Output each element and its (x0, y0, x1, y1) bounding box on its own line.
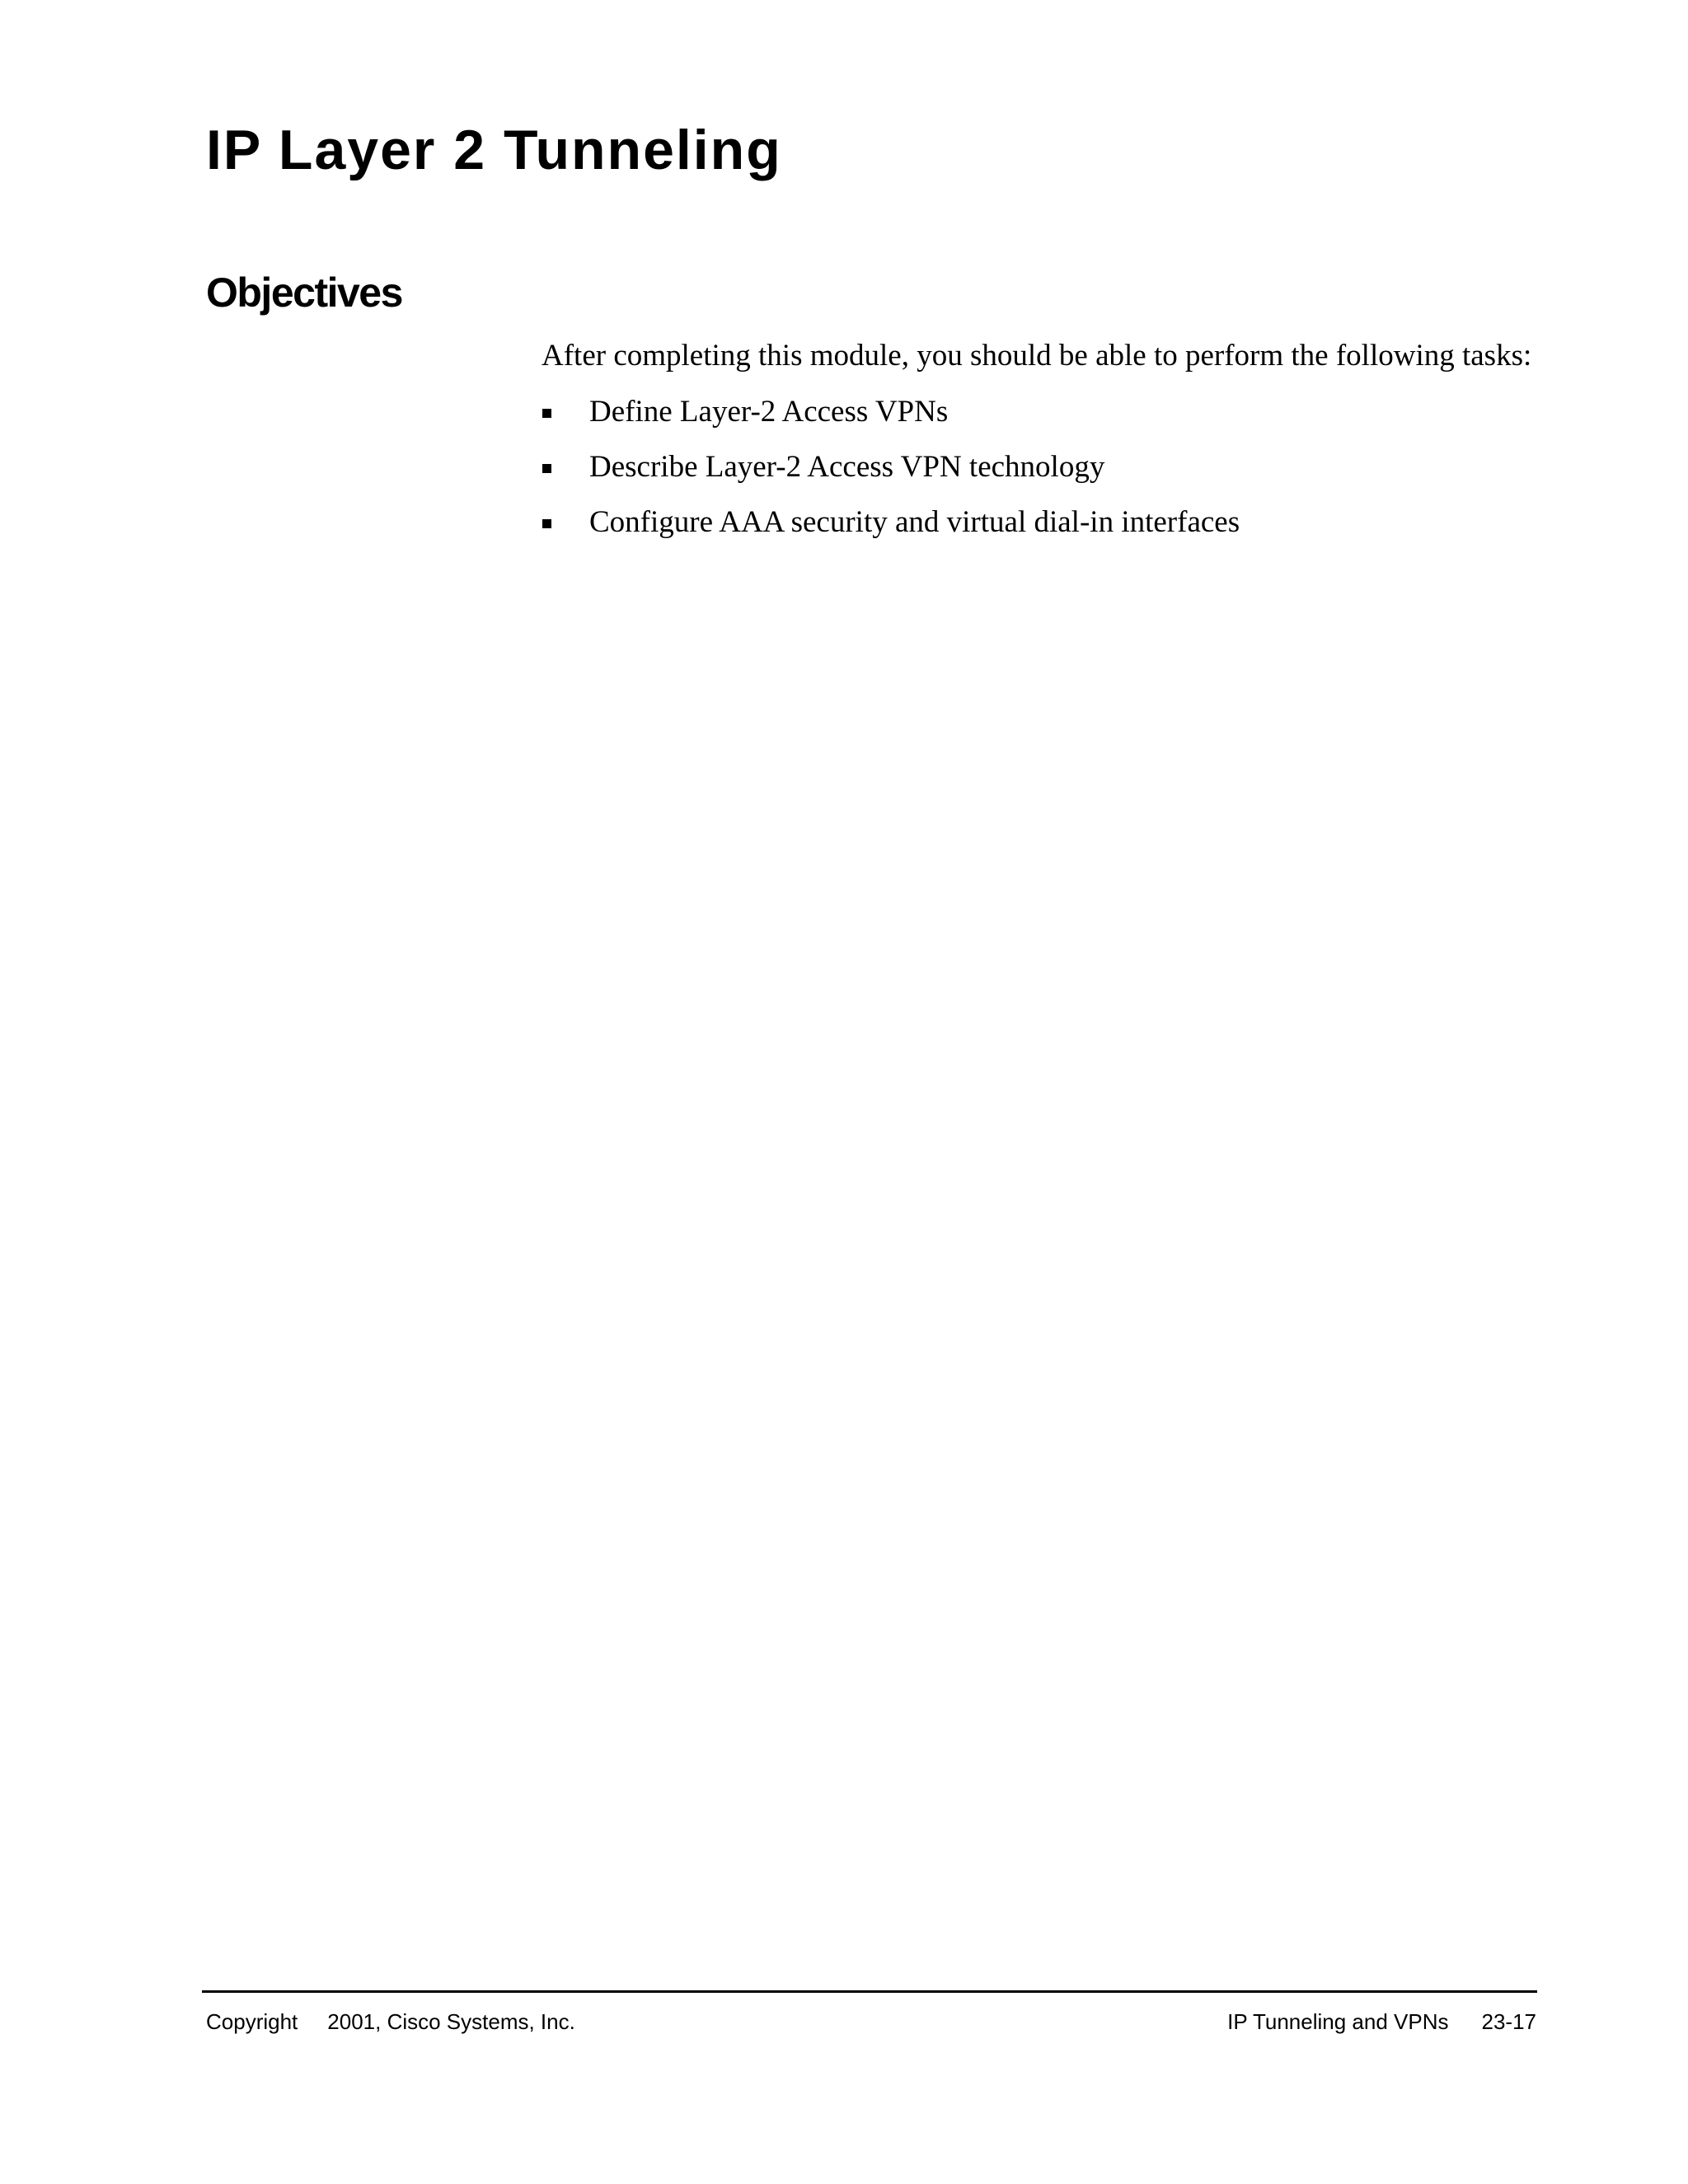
objectives-intro: After completing this module, you should be able to perform the following tasks: (542, 339, 1532, 373)
square-bullet-icon (542, 464, 551, 473)
footer-course-info (1227, 2008, 1536, 2035)
page-number: 23-17 (1481, 2009, 1536, 2034)
course-title: IP Tunneling and VPNs (1227, 2009, 1449, 2034)
objective-text: Describe Layer-2 Access VPN technology (589, 450, 1105, 484)
footer-divider (202, 1990, 1537, 1993)
objective-text: Define Layer-2 Access VPNs (589, 395, 949, 429)
footer-copyright (206, 2008, 575, 2035)
square-bullet-icon (542, 519, 551, 528)
copyright-label: Copyright (206, 2009, 298, 2034)
copyright-holder: 2001, Cisco Systems, Inc. (327, 2009, 575, 2034)
chapter-title: IP Layer 2 Tunneling (206, 119, 782, 181)
square-bullet-icon (542, 409, 551, 418)
objective-text: Configure AAA security and virtual dial-in interfaces (589, 505, 1240, 539)
section-heading-objectives: Objectives (206, 269, 402, 316)
